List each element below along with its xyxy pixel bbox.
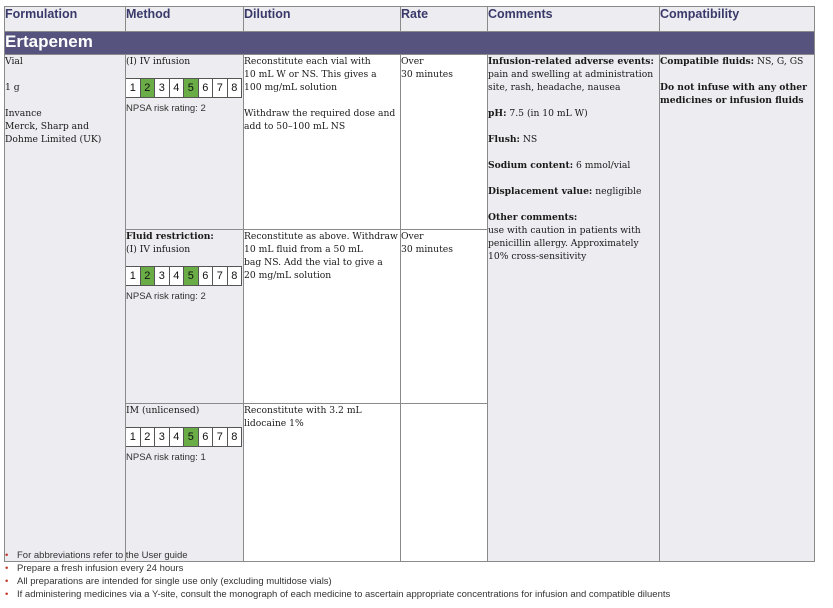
sodium-label: Sodium content: [488,160,574,171]
rate-line: 30 minutes [401,69,453,80]
footnotes [5,549,825,601]
method-cell-3 [126,404,244,562]
risk-box-highlighted: 2 [140,79,155,98]
header-comments: Comments [488,7,660,32]
footnote-text: For abbreviations refer to the User guide [17,550,188,561]
flush-label: Flush: [488,134,520,145]
method-cell-2 [126,230,244,404]
risk-scale [125,78,242,98]
method-title: (I) IV infusion [126,56,191,67]
manufacturer-line-1: Invance [5,108,42,119]
other-comments-line: 10% cross-sensitivity [488,251,587,262]
risk-box: 7 [213,267,228,286]
formulation-cell [5,55,126,562]
compatibility-warning: medicines or infusion fluids [660,95,804,106]
compatible-fluids-line [660,55,814,68]
adverse-events-title: Infusion-related adverse events: [488,56,654,67]
compatible-fluids-label: Compatible fluids: [660,56,755,67]
dilution-cell-3 [244,404,401,562]
dilution-line: Reconstitute each vial with [244,56,371,67]
header-rate: Rate [401,7,488,32]
risk-box-highlighted: 5 [184,267,199,286]
risk-box: 3 [155,267,170,286]
other-comments-line: use with caution in patients with [488,225,641,236]
method-title-bold: Fluid restriction: [126,231,214,242]
dilution-line: 10 mL W or NS. This gives a [244,69,377,80]
footnote [5,575,825,588]
footnote [5,549,825,562]
risk-rating: NPSA risk rating: 2 [126,103,206,114]
dilution-cell-1 [244,55,401,230]
risk-box: 1 [126,79,141,98]
footnote [5,588,825,601]
risk-box: 4 [169,428,184,447]
displacement-label: Displacement value: [488,186,593,197]
footnote [5,562,825,575]
ph-line [488,107,659,120]
ph-value: 7.5 (in 10 mL W) [506,108,588,119]
risk-box: 6 [198,79,213,98]
rate-line: 30 minutes [401,244,453,255]
risk-box: 6 [198,267,213,286]
ph-label: pH: [488,108,507,119]
risk-rating: NPSA risk rating: 1 [126,452,206,463]
header-compatibility: Compatibility [660,7,815,32]
displacement-value: negligible [592,186,642,197]
rate-cell-1 [401,55,488,230]
sodium-line [488,159,659,172]
sodium-value: 6 mmol/vial [573,160,631,171]
adverse-events-line: pain and swelling at administration [488,69,654,80]
risk-box: 6 [198,428,213,447]
bullet-icon: • [5,550,9,561]
method-title: (I) IV infusion [126,244,191,255]
formulation-form: Vial [5,56,23,67]
flush-line [488,133,659,146]
flush-value: NS [519,134,538,145]
footnote-text: All preparations are intended for single use only (excluding multidose vials) [17,576,332,587]
dilution-line: 100 mg/mL solution [244,82,338,93]
dilution-line: Reconstitute as above. Withdraw [244,231,398,242]
header-dilution: Dilution [244,7,401,32]
risk-box: 8 [227,428,242,447]
rate-cell-2 [401,230,488,404]
risk-box-highlighted: 5 [184,79,199,98]
rate-line: Over [401,56,424,67]
risk-box: 2 [140,428,155,447]
risk-box: 3 [155,428,170,447]
dilution-cell-2 [244,230,401,404]
dilution-line: bag NS. Add the vial to give a [244,257,383,268]
risk-box: 1 [126,428,141,447]
header-formulation: Formulation [5,7,126,32]
comments-cell [488,55,660,562]
footnote-text: If administering medicines via a Y-site, consult the monograph of each medicine to ascertain appropriate concentrations for infusion and compatible diluents [17,589,671,600]
rate-line: Over [401,231,424,242]
risk-scale [125,266,242,286]
rate-cell-3 [401,404,488,562]
dilution-line: Withdraw the required dose and [244,108,396,119]
header-row [5,7,815,32]
compatibility-cell [660,55,815,562]
risk-box: 1 [126,267,141,286]
dilution-line: 10 mL fluid from a 50 mL [244,244,363,255]
adverse-events-line: site, rash, headache, nausea [488,82,621,93]
risk-box: 4 [169,79,184,98]
risk-box: 7 [213,428,228,447]
risk-box-highlighted: 2 [140,267,155,286]
drug-title: Ertapenem [5,32,815,55]
risk-box: 3 [155,79,170,98]
risk-rating: NPSA risk rating: 2 [126,291,206,302]
bullet-icon: • [5,563,9,574]
other-comments-title: Other comments: [488,212,578,223]
method-cell-1 [126,55,244,230]
compatible-fluids-value: NS, G, GS [754,56,804,67]
risk-box: 4 [169,267,184,286]
manufacturer-line-3: Dohme Limited (UK) [5,134,102,145]
compatibility-warning: Do not infuse with any other [660,82,807,93]
risk-box: 8 [227,267,242,286]
displacement-line [488,185,659,198]
risk-box: 7 [213,79,228,98]
risk-box: 8 [227,79,242,98]
footnote-text: Prepare a fresh infusion every 24 hours [17,563,184,574]
other-comments-line: penicillin allergy. Approximately [488,238,639,249]
formulation-strength: 1 g [5,82,20,93]
bullet-icon: • [5,589,9,600]
risk-box-highlighted: 5 [184,428,199,447]
monograph-table [4,6,815,562]
dilution-line: 20 mg/mL solution [244,270,332,281]
dilution-line: add to 50–100 mL NS [244,121,346,132]
bullet-icon: • [5,576,9,587]
monograph-page [4,6,814,562]
risk-scale [125,427,242,447]
dilution-line: Reconstitute with 3.2 mL [244,405,362,416]
manufacturer-line-2: Merck, Sharp and [5,121,89,132]
dilution-line: lidocaine 1% [244,418,304,429]
method-title: IM (unlicensed) [126,405,200,416]
header-method: Method [126,7,244,32]
